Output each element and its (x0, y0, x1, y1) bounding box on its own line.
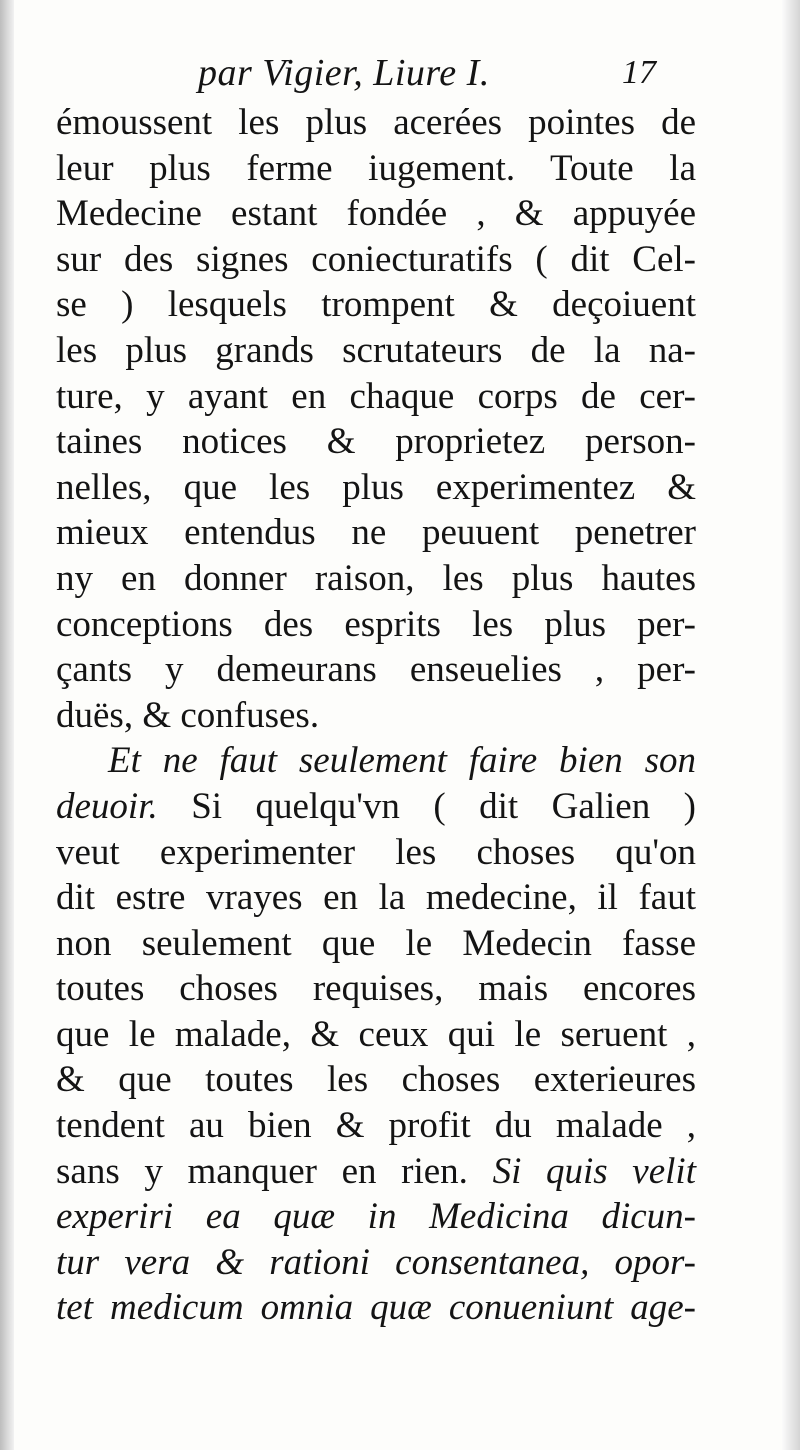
text-segment: & que toutes les choses exterieures (56, 1059, 696, 1101)
text-line (56, 693, 696, 739)
text-line (56, 374, 696, 420)
text-line (56, 1194, 696, 1240)
text-segment: nelles, que les plus experimentez & (56, 466, 696, 508)
text-line (56, 1012, 696, 1058)
text-line (56, 875, 696, 921)
text-segment: que le malade, & ceux qui le seruent , (56, 1013, 696, 1055)
text-segment: non seulement que le Medecin fasse (56, 922, 696, 964)
text-line (56, 510, 696, 556)
text-line (56, 602, 696, 648)
text-segment: se ) lesquels trompent & deçoiuent (56, 284, 696, 326)
text-line (56, 1285, 696, 1331)
text-segment: conceptions des esprits les plus per- (56, 603, 696, 645)
text-segment: Medecine estant fondée , & appuyée (56, 193, 696, 235)
text-segment: sans y manquer en rien. (56, 1150, 493, 1192)
text-line (56, 100, 696, 146)
italic-text-segment: deuoir. (56, 785, 158, 827)
text-segment: tendent au bien & profit du malade , (56, 1105, 696, 1147)
text-line (56, 1057, 696, 1103)
text-segment: taines notices & proprietez person- (56, 421, 696, 463)
italic-text-segment: Si quis velit (492, 1150, 696, 1192)
text-segment: ture, y ayant en chaque corps de cer- (56, 375, 696, 417)
italic-text-segment: tet medicum omnia quæ conueniunt age- (56, 1287, 696, 1329)
text-line (56, 556, 696, 602)
italic-text-segment: experiri ea quæ in Medicina dicun- (56, 1196, 696, 1238)
page-edge-shadow (782, 0, 800, 1450)
body-text (56, 100, 696, 1331)
text-segment: émoussent les plus acerées pointes de (56, 102, 696, 143)
text-line (56, 191, 696, 237)
italic-text-segment: Et ne faut seulement faire bien son (108, 740, 696, 782)
text-segment: veut experimenter les choses qu'on (56, 831, 696, 873)
text-segment: ny en donner raison, les plus hautes (56, 557, 696, 599)
page-gutter-shadow (0, 0, 14, 1450)
text-segment: les plus grands scrutateurs de la na- (56, 329, 696, 371)
text-line (56, 966, 696, 1012)
running-title: par Vigier, Liure I. (198, 52, 490, 94)
text-segment: çants y demeurans enseuelies , per- (56, 649, 696, 691)
text-line (56, 419, 696, 465)
text-line (56, 738, 696, 784)
text-line (56, 1103, 696, 1149)
text-line (56, 1240, 696, 1286)
text-segment: dit estre vrayes en la medecine, il faut (56, 877, 696, 919)
text-segment: toutes choses requises, mais encores (56, 968, 696, 1010)
text-line (56, 282, 696, 328)
page-header (0, 46, 800, 100)
text-segment: sur des signes coniecturatifs ( dit Cel- (56, 238, 696, 280)
text-segment: mieux entendus ne peuuent penetrer (56, 512, 696, 554)
text-line (56, 1149, 696, 1195)
page-number: 17 (622, 54, 656, 91)
text-line (56, 465, 696, 511)
text-segment: Si quelqu'vn ( dit Galien ) (157, 785, 696, 827)
text-line (56, 921, 696, 967)
text-line (56, 830, 696, 876)
text-line (56, 784, 696, 830)
text-line (56, 647, 696, 693)
italic-text-segment: tur vera & rationi consentanea, opor- (56, 1241, 696, 1283)
text-line (56, 237, 696, 283)
text-line (56, 146, 696, 192)
text-segment: leur plus ferme iugement. Toute la (56, 147, 696, 189)
text-segment: duës, & confuses. (56, 694, 320, 736)
text-line (56, 328, 696, 374)
